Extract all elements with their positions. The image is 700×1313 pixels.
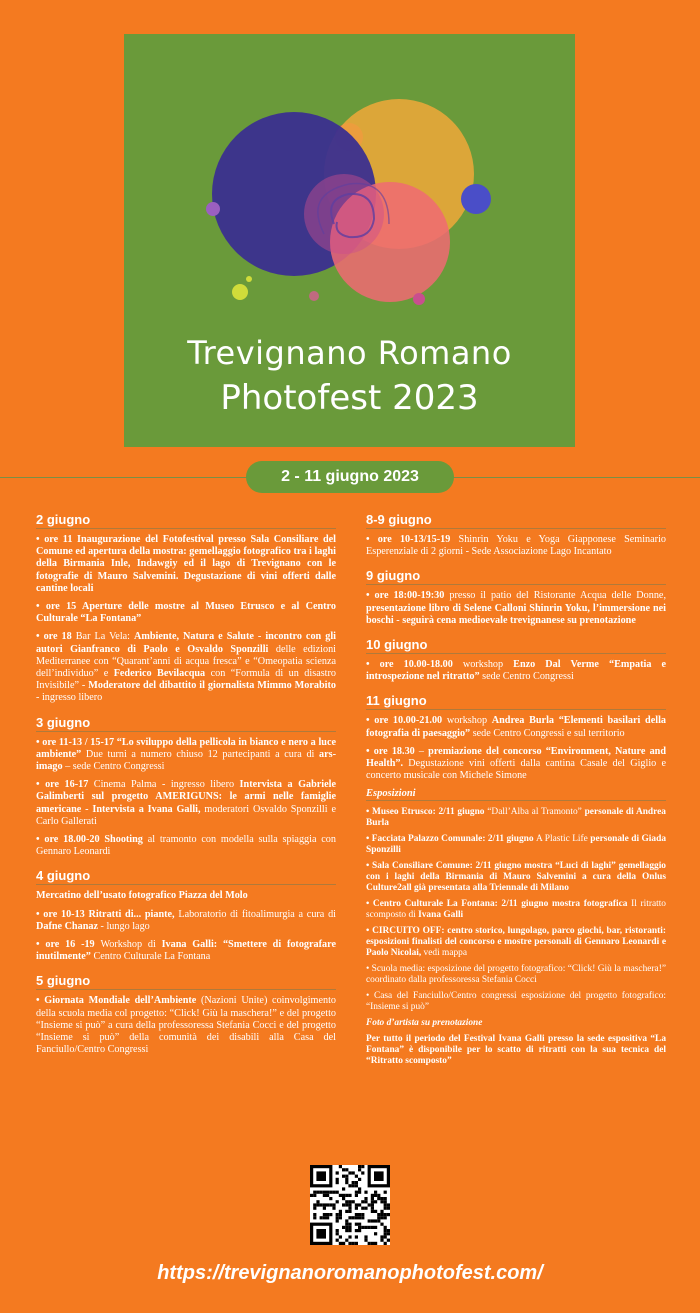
festival-poster <box>124 34 575 447</box>
event-item <box>36 601 336 625</box>
esposizione-item <box>366 899 666 921</box>
event-item <box>36 737 336 774</box>
text-run: ars-imago <box>36 748 336 773</box>
event-item <box>36 890 336 902</box>
text-run: Il ritratto scomposto di <box>366 899 666 921</box>
day-heading: 11 giugno <box>366 693 666 710</box>
text-run: – <box>418 745 429 757</box>
event-item <box>366 746 666 783</box>
text-run: - lungo lago <box>100 920 150 932</box>
text-run: • Sala Consiliare Comune: 2/11 giugno mostra “Luci di laghi” gemellaggio con i laghi della Birmania di Mauro Salvemini a cura della Onlus Culture2all già presentata alla Triennale di Milano <box>366 861 666 894</box>
text-run: • ore 10.00-21.00 <box>366 715 447 727</box>
event-item <box>36 779 336 828</box>
esposizione-item <box>366 834 666 856</box>
esposizioni-heading: Esposizioni <box>366 788 666 801</box>
esposizioni-note: Per tutto il periodo del Festival Ivana Galli presso la sede espositiva “La Fontana” è disponibile per lo scatto di ritratti con la sua tecnica del “Ritratto scomposto” <box>366 1034 666 1067</box>
event-item <box>366 715 666 739</box>
day-section <box>36 512 336 705</box>
text-run: – sede Centro Congressi <box>65 761 165 773</box>
day-section <box>36 715 336 859</box>
day-heading: 4 giugno <box>36 868 336 885</box>
esposizione-item <box>366 991 666 1013</box>
text-run: con “Formula di un disastro Invisibile” - <box>36 668 337 692</box>
text-run: • ore 11 Inaugurazione del Fotofestival presso Sala Consiliare del Comune ed apertura della mostra: gemellaggio fotografico tra i laghi della Birmania Inle, Indawgiy ed il lago di Trevignano con le fotografie di Mauro Salvemini. Degustazione di vini offerti dalle cantine locali <box>36 534 336 594</box>
text-run: Dafne Chanaz <box>36 920 101 932</box>
text-run: Ivana Galli: “Smettere di fotografare inutilmente” <box>36 939 336 963</box>
text-run: moderatori Osvaldo Sponzilli e Carlo Gallerati <box>36 803 336 827</box>
text-run: Federico Bevilacqua <box>113 668 211 680</box>
esposizioni-note-heading: Foto d’artista su prenotazione <box>366 1018 483 1029</box>
day-heading: 9 giugno <box>366 568 666 585</box>
day-heading: 5 giugno <box>36 973 336 990</box>
day-heading: 3 giugno <box>36 715 336 732</box>
text-run: • Scuola media: esposizione del progetto fotografico: “Click! Giù la maschera!” coordinato dalla professoressa Stefania Cocci <box>366 964 666 986</box>
event-item <box>366 534 666 558</box>
text-run: Workshop di <box>100 939 162 951</box>
text-run: • ore 18.30 <box>366 745 419 757</box>
text-run: • Casa del Fanciullo/Centro congressi esposizione del progetto fotografico: “Insieme si può” <box>366 991 666 1013</box>
text-run: Andrea Burla “Elementi basilari della fotografia di paesaggio” <box>366 715 666 739</box>
text-run: • ore 10-13/15-19 <box>366 534 459 545</box>
day-section <box>36 973 336 1056</box>
program-right-column <box>366 512 666 1072</box>
text-run: • CIRCUITO OFF: centro storico, lungolago, parco giochi, bar, ristoranti: esposizioni finalisti del concorso e mostre personali di Gennaro Leonardi e Paolo Nicolai, <box>366 926 666 959</box>
text-run: Shinrin Yoku e Yoga Giapponese Seminario Esperenziale di 2 giorni - Sede Associazione Lago Incantato <box>366 534 666 558</box>
text-run: A Plastic Life <box>536 834 591 845</box>
text-run: • ore 11-13 / 15-17 “Lo sviluppo della pellicola in bianco e nero a luce ambiente” <box>36 736 336 760</box>
text-run: • Facciata Palazzo Comunale: 2/11 giugno <box>366 834 537 845</box>
event-item <box>366 590 666 627</box>
text-run: presso il patio del Ristorante Acqua delle Donne, <box>449 590 666 602</box>
text-run: Bar La Vela: <box>75 631 135 643</box>
text-run: personale di Giada Sponzilli <box>366 834 667 856</box>
day-section <box>366 637 666 683</box>
event-item <box>36 995 336 1056</box>
text-run: - ingresso libero <box>36 692 103 704</box>
text-run: Due turni a numero chiuso 12 partecipanti a cura di <box>85 748 320 760</box>
day-heading: 2 giugno <box>36 512 336 529</box>
event-item <box>36 534 336 595</box>
text-run: • ore 18.00-20 Shooting <box>36 834 148 846</box>
qr-code[interactable] <box>310 1165 390 1245</box>
text-run: Ivana Galli <box>418 910 464 921</box>
text-run: Laboratorio di fitoalimurgia a cura di <box>178 908 336 920</box>
text-run: Cinema Palma - ingresso libero <box>93 779 235 791</box>
text-run: • ore 16-17 <box>36 779 94 791</box>
event-item <box>36 834 336 858</box>
text-run: • ore 18 <box>36 631 76 643</box>
text-run: workshop <box>462 659 514 671</box>
esposizione-item <box>366 861 666 894</box>
text-run: • ore 10-13 Ritratti di... piante, <box>36 908 179 920</box>
day-section <box>366 512 666 558</box>
text-run: sede Centro Congressi e sul territorio <box>472 727 625 739</box>
text-run: (Nazioni Unite) coinvolgimento della scuola media col progetto: “Click! Giù la maschera!” e del progetto “Insieme si può” a cura della professoressa Stefania Cocci e del progetto “Insieme si può” della comunità dei disabili alla Casa del Fanciullo/Centro Congressi <box>36 995 336 1056</box>
text-run: vedi mappa <box>423 948 468 959</box>
text-run: personale di Andrea Burla <box>366 807 666 829</box>
text-run: premiazione del concorso “Environment, Nature and Health”. <box>366 745 666 770</box>
esposizione-item <box>366 964 666 986</box>
day-section <box>36 868 336 963</box>
text-run: • Giornata Mondiale dell’Ambiente <box>36 995 201 1007</box>
program-left-column <box>36 512 336 1063</box>
text-run: Intervista a Gabriele Galimberti sul progetto AMERIGUNS: le armi nelle famiglie americane - Intervista a Ivana Galli, <box>36 779 337 815</box>
date-range-badge: 2 - 11 giugno 2023 <box>246 461 454 493</box>
poster-title-line2: Photofest 2023 <box>220 378 479 418</box>
text-run: • Museo Etrusco: 2/11 giugno <box>366 807 488 818</box>
text-run: • ore 18:00-19:30 <box>366 590 450 602</box>
day-heading: 10 giugno <box>366 637 666 654</box>
event-item <box>36 939 336 963</box>
text-run: “Dall’Alba al Tramonto” <box>487 807 585 818</box>
text-run: • ore 16 -19 <box>36 939 101 951</box>
text-run: Ambiente, Natura e Salute - incontro con gli autori Gianfranco di Paolo e Osvaldo Sponzilli <box>36 631 336 655</box>
esposizione-item <box>366 926 666 959</box>
text-run: • ore 10.00-18.00 <box>366 659 463 671</box>
text-run: al tramonto con modella sulla spiaggia con Gennaro Leonardi <box>36 834 336 858</box>
poster-title-line1: Trevignano Romano <box>187 334 512 372</box>
esposizione-item <box>366 807 666 829</box>
esposizioni-list <box>366 807 666 1013</box>
text-run: workshop <box>446 715 492 727</box>
day-heading: 8-9 giugno <box>366 512 666 529</box>
text-run: Degustazione vini offerti dalla cantina Casale del Giglio e concerto musicale con Michele Simone <box>366 758 666 782</box>
text-run: • Centro Culturale La Fontana: 2/11 giugno mostra fotografica <box>366 899 632 910</box>
event-item <box>36 909 336 933</box>
text-run: Enzo Dal Verme “Empatia e introspezione nel ritratto” <box>366 659 667 683</box>
text-run: presentazione libro di Selene Calloni Shinrin Yoku, l’immersione nei boschi - seguirà cena medioevale trevignanese su prenotazione <box>366 602 666 626</box>
event-item <box>36 631 336 704</box>
text-run: Centro Culturale La Fontana <box>93 951 211 963</box>
event-item <box>366 659 666 683</box>
festival-url[interactable]: https://trevignanoromanophotofest.com/ <box>157 1262 543 1284</box>
text-run: • ore 15 Aperture delle mostre al Museo Etrusco e al Centro Culturale “La Fontana” <box>36 601 336 625</box>
day-section <box>366 568 666 627</box>
text-run: sede Centro Congressi <box>482 671 574 683</box>
text-run: delle edizioni Mediterranee con “Quarant’anni di acqua fresca” e “Omeopatia scienza dell’individuo” e <box>36 643 336 680</box>
text-run: Mercatino dell’usato fotografico Piazza del Molo <box>36 890 248 902</box>
text-run: Moderatore del dibattito il giornalista Mimmo Morabito <box>88 680 336 692</box>
day-section <box>366 693 666 782</box>
